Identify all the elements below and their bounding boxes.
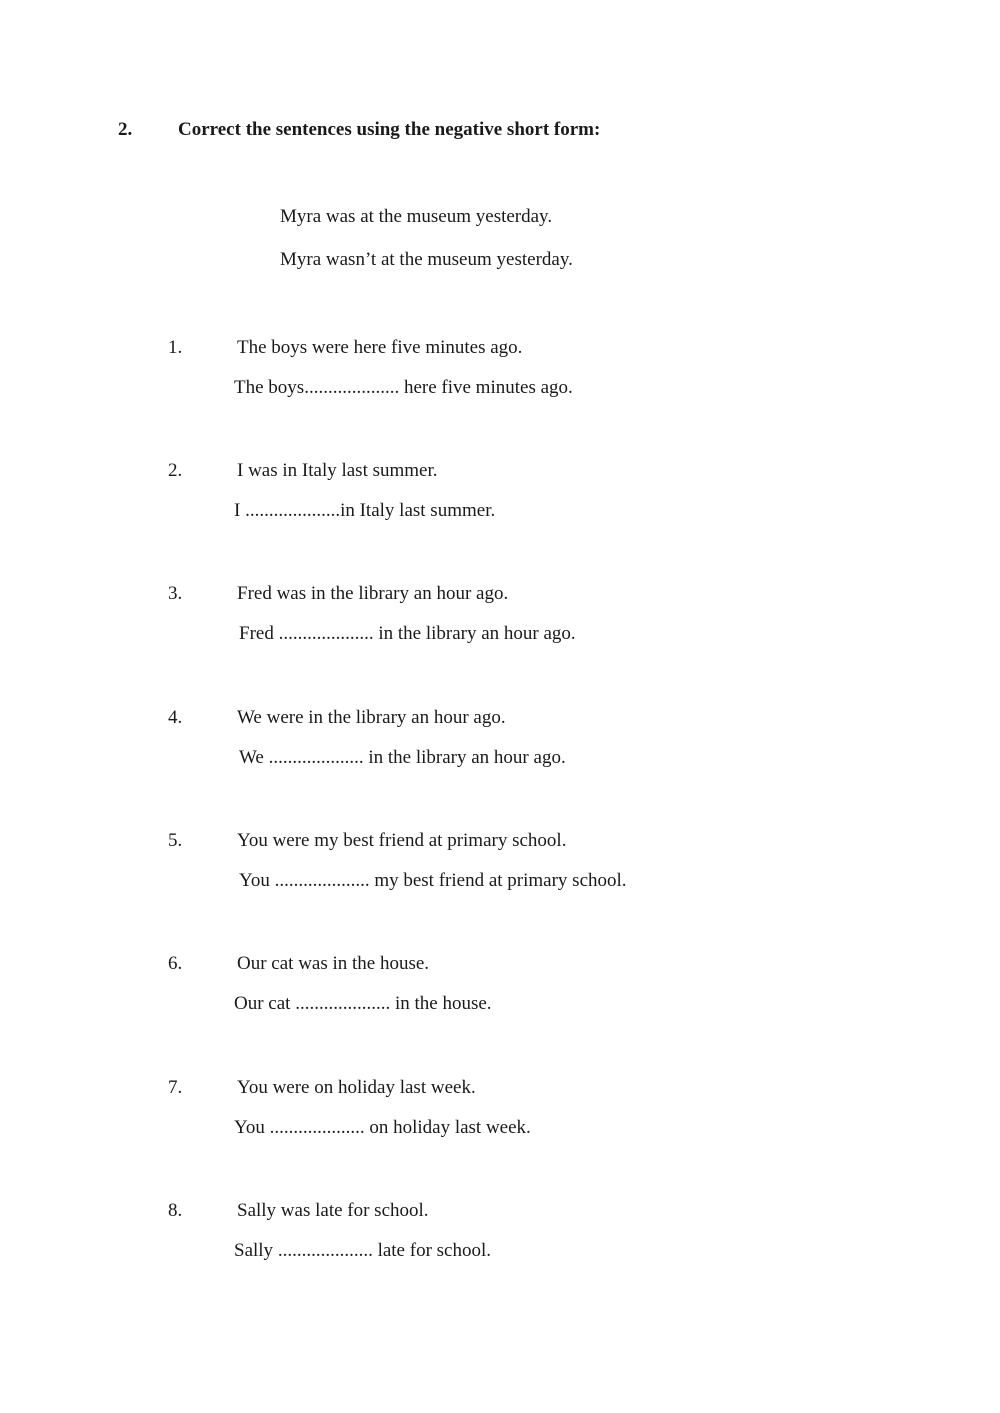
exercise-item (0, 707, 1000, 797)
answer-blank[interactable]: .................... (269, 1117, 365, 1138)
exercise-item (0, 337, 1000, 427)
item-sentence: Sally was late for school. (237, 1200, 429, 1221)
item-sentence: You were my best friend at primary school. (237, 830, 567, 851)
answer-blank[interactable]: .................... (295, 993, 391, 1014)
item-number: 6. (168, 953, 183, 974)
answer-blank[interactable]: .................... (274, 870, 370, 891)
item-answer: Sally .................... late for school. (234, 1240, 491, 1261)
item-sentence: Fred was in the library an hour ago. (237, 583, 509, 604)
item-number: 7. (168, 1077, 183, 1098)
item-number: 8. (168, 1200, 183, 1221)
exercise-number: 2. (118, 119, 133, 140)
exercise-item (0, 583, 1000, 673)
item-answer: You .................... on holiday last week. (234, 1117, 531, 1138)
answer-blank[interactable]: .................... (245, 500, 341, 521)
item-sentence: We were in the library an hour ago. (237, 707, 506, 728)
exercise-item (0, 460, 1000, 550)
item-answer: I ....................in Italy last summer. (234, 500, 496, 521)
answer-blank[interactable]: .................... (278, 623, 374, 644)
item-answer: The boys.................... here five minutes ago. (234, 377, 573, 398)
example-corrected: Myra wasn’t at the museum yesterday. (280, 249, 573, 270)
item-sentence: I was in Italy last summer. (237, 460, 438, 481)
item-number: 4. (168, 707, 183, 728)
exercise-instruction: Correct the sentences using the negative short form: (178, 119, 601, 140)
answer-blank[interactable]: .................... (268, 747, 364, 768)
item-number: 1. (168, 337, 183, 358)
item-sentence: You were on holiday last week. (237, 1077, 476, 1098)
item-answer: Fred .................... in the library an hour ago. (239, 623, 576, 644)
item-answer: Our cat .................... in the house. (234, 993, 492, 1014)
item-sentence: The boys were here five minutes ago. (237, 337, 523, 358)
answer-blank[interactable]: .................... (277, 1240, 373, 1261)
exercise-heading (118, 119, 600, 141)
item-number: 5. (168, 830, 183, 851)
exercise-item (0, 1077, 1000, 1167)
answer-blank[interactable]: .................... (304, 377, 400, 398)
exercise-item (0, 953, 1000, 1043)
item-answer: You .................... my best friend at primary school. (239, 870, 627, 891)
exercise-item (0, 1200, 1000, 1290)
item-answer: We .................... in the library an hour ago. (239, 747, 566, 768)
item-number: 3. (168, 583, 183, 604)
item-sentence: Our cat was in the house. (237, 953, 430, 974)
example-original: Myra was at the museum yesterday. (280, 206, 553, 227)
exercise-item (0, 830, 1000, 920)
item-number: 2. (168, 460, 183, 481)
